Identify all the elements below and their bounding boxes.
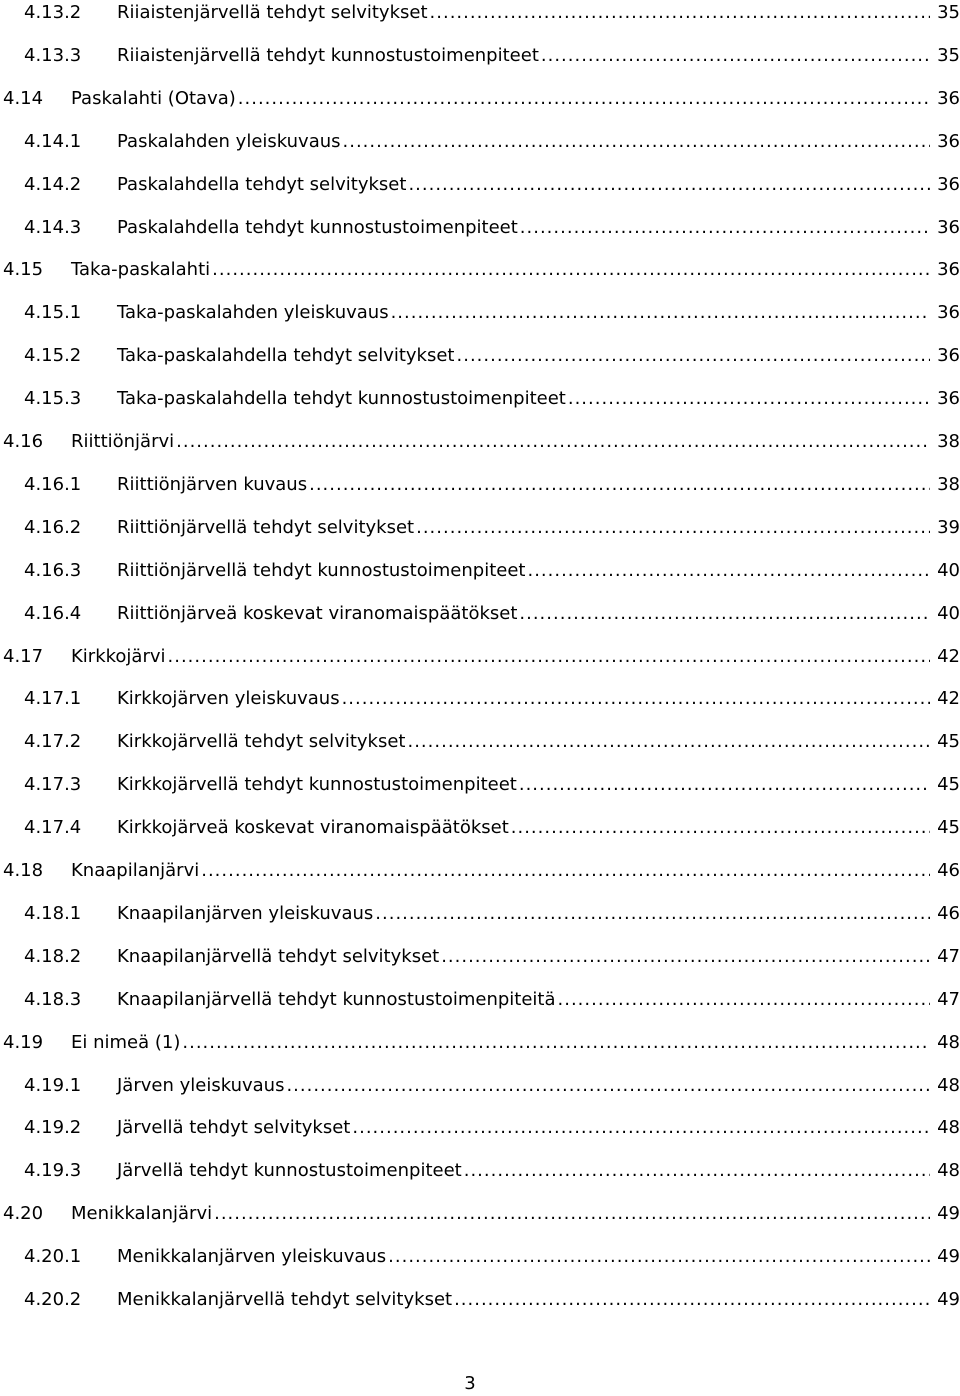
toc-entry-number: 4.16.2: [24, 516, 82, 538]
toc-dot-leader: [457, 342, 931, 370]
toc-entry-title: Riittiönjärven kuvaus: [117, 473, 308, 495]
toc-entry-title: Järven yleiskuvaus: [117, 1074, 285, 1096]
toc-dot-leader: [309, 471, 930, 499]
toc-entry-number: 4.17.1: [24, 688, 82, 710]
toc-entry[interactable]: [0, 900, 960, 928]
toc-entry[interactable]: [0, 85, 960, 113]
toc-dot-leader: [286, 1072, 930, 1100]
toc-entry-page: 46: [937, 860, 960, 881]
toc-entry-title: Kirkkojärvellä tehdyt kunnostustoimenpiteet: [117, 774, 517, 796]
toc-dot-leader: [558, 986, 930, 1014]
toc-entry-title: Knaapilanjärvi: [71, 860, 200, 881]
toc-dot-leader: [407, 728, 930, 756]
toc-entry-page: 35: [937, 44, 960, 66]
toc-entry-number: 4.16.4: [24, 602, 82, 624]
toc-entry-number: 4.20.1: [24, 1246, 82, 1268]
toc-entry[interactable]: [0, 299, 960, 327]
toc-entry[interactable]: [0, 214, 960, 242]
toc-entry-number: 4.18.1: [24, 902, 82, 924]
toc-entry-number: 4.17.3: [24, 774, 82, 796]
toc-entry-number: 4.18.2: [24, 945, 82, 967]
toc-entry-number: 4.13.2: [24, 2, 82, 23]
toc-entry-title: Järvellä tehdyt kunnostustoimenpiteet: [117, 1160, 462, 1182]
toc-entry[interactable]: [0, 643, 960, 671]
toc-entry-page: 36: [937, 87, 960, 109]
toc-entry[interactable]: [0, 728, 960, 756]
toc-entry-number: 4.19: [3, 1031, 44, 1053]
toc-entry-title: Paskalahdella tehdyt kunnostustoimenpiteet: [117, 216, 518, 238]
toc-entry-title: Paskalahden yleiskuvaus: [117, 130, 341, 152]
toc-entry-title: Knaapilanjärvellä tehdyt kunnostustoimenpiteitä: [117, 988, 556, 1010]
toc-entry[interactable]: [0, 1286, 960, 1314]
toc-dot-leader: [212, 256, 930, 284]
toc-entry-title: Kirkkojärvellä tehdyt selvitykset: [117, 731, 406, 753]
toc-entry[interactable]: [0, 0, 960, 27]
toc-entry-number: 4.18.3: [24, 988, 82, 1010]
toc-dot-leader: [519, 600, 930, 628]
toc-entry-page: 45: [937, 731, 960, 753]
toc-entry-page: 42: [937, 688, 960, 710]
toc-dot-leader: [511, 814, 930, 842]
toc-entry-title: Knaapilanjärven yleiskuvaus: [117, 902, 374, 924]
toc-dot-leader: [168, 643, 930, 671]
toc-dot-leader: [527, 557, 930, 585]
toc-entry-page: 35: [937, 2, 960, 23]
toc-entry-title: Menikkalanjärvi: [71, 1203, 213, 1225]
toc-dot-leader: [182, 1029, 930, 1057]
toc-entry[interactable]: [0, 471, 960, 499]
toc-entry-number: 4.16: [3, 431, 44, 452]
toc-entry[interactable]: [0, 771, 960, 799]
toc-entry-title: Ei nimeä (1): [71, 1031, 181, 1053]
toc-entry-title: Kirkkojärvi: [71, 645, 166, 667]
toc-entry-title: Paskalahdella tehdyt selvitykset: [117, 173, 407, 195]
toc-entry-number: 4.20.2: [24, 1289, 82, 1310]
toc-entry[interactable]: [0, 256, 960, 284]
toc-entry-page: 38: [937, 473, 960, 495]
toc-dot-leader: [430, 0, 930, 27]
toc-dot-leader: [375, 900, 930, 928]
toc-entry-page: 36: [937, 216, 960, 238]
toc-entry-page: 38: [937, 431, 960, 452]
toc-entry-number: 4.19.1: [24, 1074, 82, 1096]
toc-entry-number: 4.14: [3, 87, 44, 109]
toc-entry-title: Taka-paskalahdella tehdyt selvitykset: [117, 345, 455, 367]
toc-entry-title: Kirkkojärven yleiskuvaus: [117, 688, 340, 710]
toc-entry-page: 47: [937, 988, 960, 1010]
toc-entry-title: Riiaistenjärvellä tehdyt kunnostustoimenpiteet: [117, 44, 539, 66]
toc-entry-page: 39: [937, 516, 960, 538]
toc-entry-page: 48: [937, 1031, 960, 1053]
toc-dot-leader: [520, 214, 930, 242]
toc-entry-page: 40: [937, 559, 960, 581]
toc-dot-leader: [441, 943, 930, 971]
toc-entry[interactable]: [0, 857, 960, 885]
toc-entry[interactable]: [0, 514, 960, 542]
toc-entry-page: 42: [937, 645, 960, 667]
toc-entry-page: 48: [937, 1160, 960, 1182]
toc-entry-title: Taka-paskalahden yleiskuvaus: [117, 302, 389, 324]
toc-entry[interactable]: [0, 1243, 960, 1271]
toc-dot-leader: [176, 428, 930, 456]
toc-entry-number: 4.14.3: [24, 216, 82, 238]
toc-entry-number: 4.15.2: [24, 345, 82, 367]
toc-entry-number: 4.19.3: [24, 1160, 82, 1182]
toc-entry-page: 49: [937, 1289, 960, 1310]
toc-entry-page: 36: [937, 302, 960, 324]
toc-entry[interactable]: [0, 557, 960, 585]
toc-entry-page: 36: [937, 345, 960, 367]
toc-dot-leader: [454, 1286, 930, 1314]
toc-dot-leader: [352, 1114, 930, 1142]
toc-entry[interactable]: [0, 128, 960, 156]
toc-entry[interactable]: [0, 428, 960, 456]
toc-entry-title: Kirkkojärveä koskevat viranomaispäätökset: [117, 817, 509, 839]
toc-dot-leader: [201, 857, 930, 885]
toc-entry[interactable]: [0, 1200, 960, 1228]
toc-entry-title: Järvellä tehdyt selvitykset: [117, 1117, 351, 1139]
toc-dot-leader: [408, 171, 930, 199]
toc-entry-title: Riittiönjärvellä tehdyt kunnostustoimenpiteet: [117, 559, 526, 581]
toc-entry-page: 45: [937, 817, 960, 839]
toc-entry-title: Menikkalanjärvellä tehdyt selvitykset: [117, 1289, 453, 1310]
toc-entry-number: 4.14.2: [24, 173, 82, 195]
toc-dot-leader: [343, 128, 930, 156]
toc-entry-number: 4.15.3: [24, 388, 82, 410]
toc-entry[interactable]: [0, 943, 960, 971]
toc-entry-number: 4.15.1: [24, 302, 82, 324]
toc-entry-number: 4.18: [3, 860, 44, 881]
toc-entry[interactable]: [0, 1072, 960, 1100]
toc-entry[interactable]: [0, 814, 960, 842]
toc-entry-title: Taka-paskalahdella tehdyt kunnostustoimenpiteet: [117, 388, 566, 410]
toc-entry-number: 4.14.1: [24, 130, 82, 152]
toc-entry-page: 48: [937, 1117, 960, 1139]
toc-dot-leader: [391, 299, 930, 327]
toc-entry[interactable]: [0, 986, 960, 1014]
toc-dot-leader: [519, 771, 930, 799]
toc-entry[interactable]: [0, 171, 960, 199]
toc-dot-leader: [388, 1243, 930, 1271]
toc-entry-number: 4.13.3: [24, 44, 82, 66]
toc-dot-leader: [238, 85, 930, 113]
toc-entry-page: 36: [937, 259, 960, 281]
toc-entry[interactable]: [0, 1029, 960, 1057]
toc-entry[interactable]: [0, 42, 960, 70]
toc-entry-number: 4.17.4: [24, 817, 82, 839]
toc-entry-page: 46: [937, 902, 960, 924]
toc-entry-number: 4.15: [3, 259, 44, 281]
toc-entry-title: Riittiönjärveä koskevat viranomaispäätökset: [117, 602, 518, 624]
toc-entry-number: 4.19.2: [24, 1117, 82, 1139]
toc-entry-title: Taka-paskalahti: [71, 259, 211, 281]
toc-entry-page: 36: [937, 173, 960, 195]
toc-entry-page: 49: [937, 1203, 960, 1225]
toc-entry-title: Knaapilanjärvellä tehdyt selvitykset: [117, 945, 440, 967]
toc-entry-page: 49: [937, 1246, 960, 1268]
toc-entry-page: 45: [937, 774, 960, 796]
toc-entry-page: 48: [937, 1074, 960, 1096]
toc-entry-title: Riiaistenjärvellä tehdyt selvitykset: [117, 2, 428, 23]
toc-entry[interactable]: [0, 385, 960, 413]
toc-entry-page: 36: [937, 130, 960, 152]
toc-dot-leader: [416, 514, 930, 542]
toc-dot-leader: [342, 685, 930, 713]
toc-dot-leader: [214, 1200, 930, 1228]
toc-entry-number: 4.16.1: [24, 473, 82, 495]
toc-entry-title: Menikkalanjärven yleiskuvaus: [117, 1246, 387, 1268]
toc-entry[interactable]: [0, 600, 960, 628]
toc-entry[interactable]: [0, 342, 960, 370]
toc-entry[interactable]: [0, 1114, 960, 1142]
toc-entry[interactable]: [0, 1157, 960, 1185]
toc-dot-leader: [464, 1157, 930, 1185]
toc-entry-title: Paskalahti (Otava): [71, 87, 236, 109]
toc-dot-leader: [541, 42, 930, 70]
page-number: 3: [464, 1373, 476, 1394]
toc-entry-number: 4.16.3: [24, 559, 82, 581]
toc-entry-number: 4.20: [3, 1203, 44, 1225]
toc-entry-page: 47: [937, 945, 960, 967]
toc-entry-number: 4.17.2: [24, 731, 82, 753]
toc-entry-page: 40: [937, 602, 960, 624]
toc-entry-title: Riittiönjärvi: [71, 431, 175, 452]
toc-entry-page: 36: [937, 388, 960, 410]
toc-dot-leader: [568, 385, 930, 413]
toc-entry-number: 4.17: [3, 645, 44, 667]
toc-entry[interactable]: [0, 685, 960, 713]
toc-entry-title: Riittiönjärvellä tehdyt selvitykset: [117, 516, 415, 538]
